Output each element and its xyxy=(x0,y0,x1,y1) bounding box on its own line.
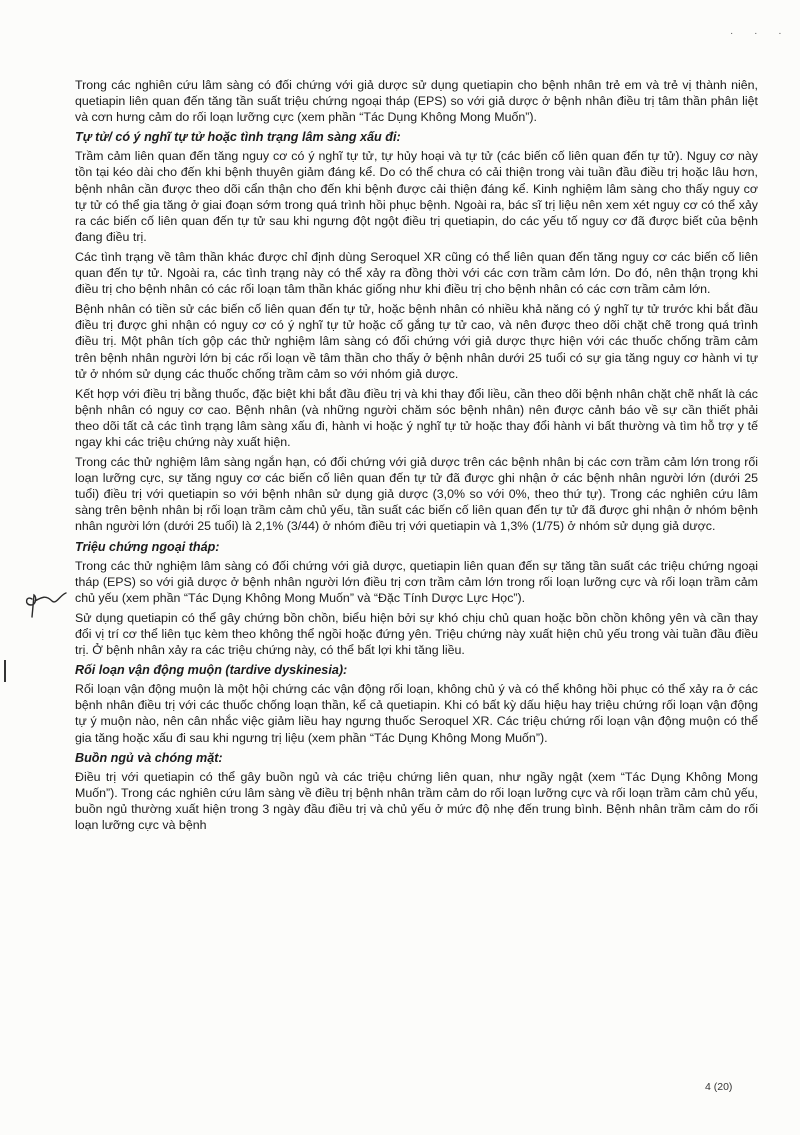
paragraph: Kết hợp với điều trị bằng thuốc, đặc biệt khi bắt đầu điều trị và khi thay đổi liều, cần theo dõi bệnh nhân chặt chẽ nhất là các bệnh nhân có nguy cơ cao. Bệnh nhân (và những người chăm sóc bệnh nhân) nên được cảnh báo về sự cần thiết phải theo dõi tất cả các tình trạng lâm sàng xấu đi, hành vi hoặc ý nghĩ tự tử hoặc thay đổi hành vi bất thường và tìm hỗ trợ y tế ngay khi các triệu chứng này xuất hiện. xyxy=(75,386,758,449)
paragraph: Trầm cảm liên quan đến tăng nguy cơ có ý nghĩ tự tử, tự hủy hoại và tự tử (các biến cố liên quan đến tự tử). Nguy cơ này tồn tại kéo dài cho đến khi bệnh thuyên giảm đáng kể. Do có thể chưa có cải thiện trong vài tuần đầu điều trị hoặc lâu hơn, bệnh nhân cần được theo dõi cẩn thận cho đến khi bệnh được cải thiện đáng kể. Kinh nghiệm lâm sàng cho thấy nguy cơ tự tử có thể gia tăng ở giai đoạn sớm trong quá trình hồi phục bệnh. Ngoài ra, bác sĩ trị liệu nên xem xét nguy cơ có thể xảy ra các biến cố liên quan đến tự tử sau khi ngưng đột ngột điều trị quetiapin, do các yếu tố nguy cơ đã được biết của bệnh đang điều trị. xyxy=(75,149,758,244)
section-heading: Rối loạn vận động muộn (tardive dyskinesia): xyxy=(75,663,348,678)
paragraph: Trong các nghiên cứu lâm sàng có đối chứng với giả dược sử dụng quetiapin cho bệnh nhân trẻ em và trẻ vị thành niên, quetiapin liên quan đến tăng tần suất triệu chứng ngoại tháp (EPS) so với giả dược ở bệnh nhân điều trị tâm thần phân liệt và cơn hưng cảm do rối loạn lưỡng cực (xem phần “Tác Dụng Không Mong Muốn”). xyxy=(75,78,758,125)
scan-artifact-dots: · · · xyxy=(730,28,791,39)
paragraph: Bệnh nhân có tiền sử các biến cố liên quan đến tự tử, hoặc bệnh nhân có nhiều khả năng có ý nghĩ tự tử trước khi bắt đầu điều trị được ghi nhận có nguy cơ có ý nghĩ tự tử hoặc cố gắng tự tử cao, và nên được theo dõi chặt chẽ trong quá trình điều trị. Một phân tích gộp các thử nghiệm lâm sàng có đối chứng với giả dược thực hiện với các thuốc chống trầm cảm trên bệnh nhân người lớn bị các rối loạn về tâm thần cho thấy ở bệnh nhân dưới 25 tuổi có sự gia tăng nguy cơ hành vi tự tử ở nhóm sử dụng các thuốc chống trầm cảm so với nhóm giả dược. xyxy=(75,302,758,381)
section-heading: Buồn ngủ và chóng mặt: xyxy=(75,750,223,765)
paragraph: Các tình trạng về tâm thần khác được chỉ định dùng Seroquel XR cũng có thể liên quan đến tăng nguy cơ các biến cố liên quan đến tự tử. Ngoài ra, các tình trạng này có thể xảy ra đồng thời với các cơn trầm cảm lớn. Do đó, nên thận trọng khi điều trị cho bệnh nhân có các rối loạn tâm thần khác giống như khi điều trị cho bệnh nhân có các cơn trầm cảm lớn. xyxy=(75,249,758,297)
section-heading: Tự tử/ có ý nghĩ tự tử hoặc tình trạng lâm sàng xấu đi: xyxy=(75,130,401,145)
paragraph: Điều trị với quetiapin có thể gây buồn ngủ và các triệu chứng liên quan, như ngầy ngật (xem “Tác Dụng Không Mong Muốn”). Trong các nghiên cứu lâm sàng về điều trị bệnh nhân trầm cảm do rối loạn lưỡng cực và rối loạn trầm cảm chủ yếu, buồn ngủ thường xuất hiện trong 3 ngày đầu điều trị và chủ yếu ở mức độ nhẹ đến trung bình. Bệnh nhân trầm cảm do rối loạn lưỡng cực và bệnh xyxy=(75,769,758,833)
paragraph: Rối loạn vận động muộn là một hội chứng các vận động rối loạn, không chủ ý và có thể không hồi phục có thể xảy ra ở các bệnh nhân điều trị với các thuốc chống loạn thần, kể cả quetiapin. Khi có bất kỳ dấu hiệu hay triệu chứng rối loạn vận động tự ý muộn nào, nên cân nhắc việc giảm liều hay ngưng thuốc Seroquel XR. Các triệu chứng rối loạn vận động muộn có thể gia tăng hoặc xấu đi sau khi ngưng trị liệu (xem phần “Tác Dụng Không Mong Muốn”). xyxy=(75,682,758,745)
paragraph: Trong các thử nghiệm lâm sàng ngắn hạn, có đối chứng với giả dược trên các bệnh nhân bị các cơn trầm cảm lớn trong rối loạn lưỡng cực, sự tăng nguy cơ các biến cố liên quan đến tự tử đã được ghi nhận ở các bệnh nhân người lớn (dưới 25 tuổi) điều trị với quetiapin so với bệnh nhân sử dụng giả dược (3,0% so với 0%, theo thứ tự). Trong các nghiên cứu lâm sàng trên bệnh nhân bị rối loạn trầm cảm chủ yếu, tần suất các biến cố liên quan đến tự tử đã được ghi nhận ở nhóm bệnh nhân người lớn (dưới 25 tuổi) là 2,1% (3/44) ở nhóm điều trị với quetiapin và 1,3% (1/75) ở nhóm sử dụng giả dược. xyxy=(75,455,758,534)
paragraph: Sử dụng quetiapin có thể gây chứng bồn chồn, biểu hiện bởi sự khó chịu chủ quan hoặc bồn chồn không yên và cần thay đổi vị trí cơ thể liên tục kèm theo không thể ngồi hoặc đứng yên. Triệu chứng này xuất hiện chủ yếu trong vài tuần đầu điều trị. Ở bệnh nhân xảy ra các triệu chứng này, có thể bất lợi khi tăng liều. xyxy=(75,610,758,658)
section-heading: Triệu chứng ngoại tháp: xyxy=(75,539,220,554)
margin-mark xyxy=(4,660,6,682)
handwritten-initials xyxy=(22,585,72,625)
page-number: 4 (20) xyxy=(705,1081,733,1093)
paragraph: Trong các thử nghiệm lâm sàng có đối chứng với giả dược, quetiapin liên quan đến sự tăng tần suất các triệu chứng ngoại tháp (EPS) so với giả dược ở bệnh nhân người lớn điều trị cơn trầm cảm lớn trong rối loạn lưỡng cực và rối loạn trầm cảm chủ yếu (xem phần “Tác Dụng Không Mong Muốn” và “Đặc Tính Dược Lực Học”). xyxy=(75,558,758,605)
document-body xyxy=(75,77,758,837)
